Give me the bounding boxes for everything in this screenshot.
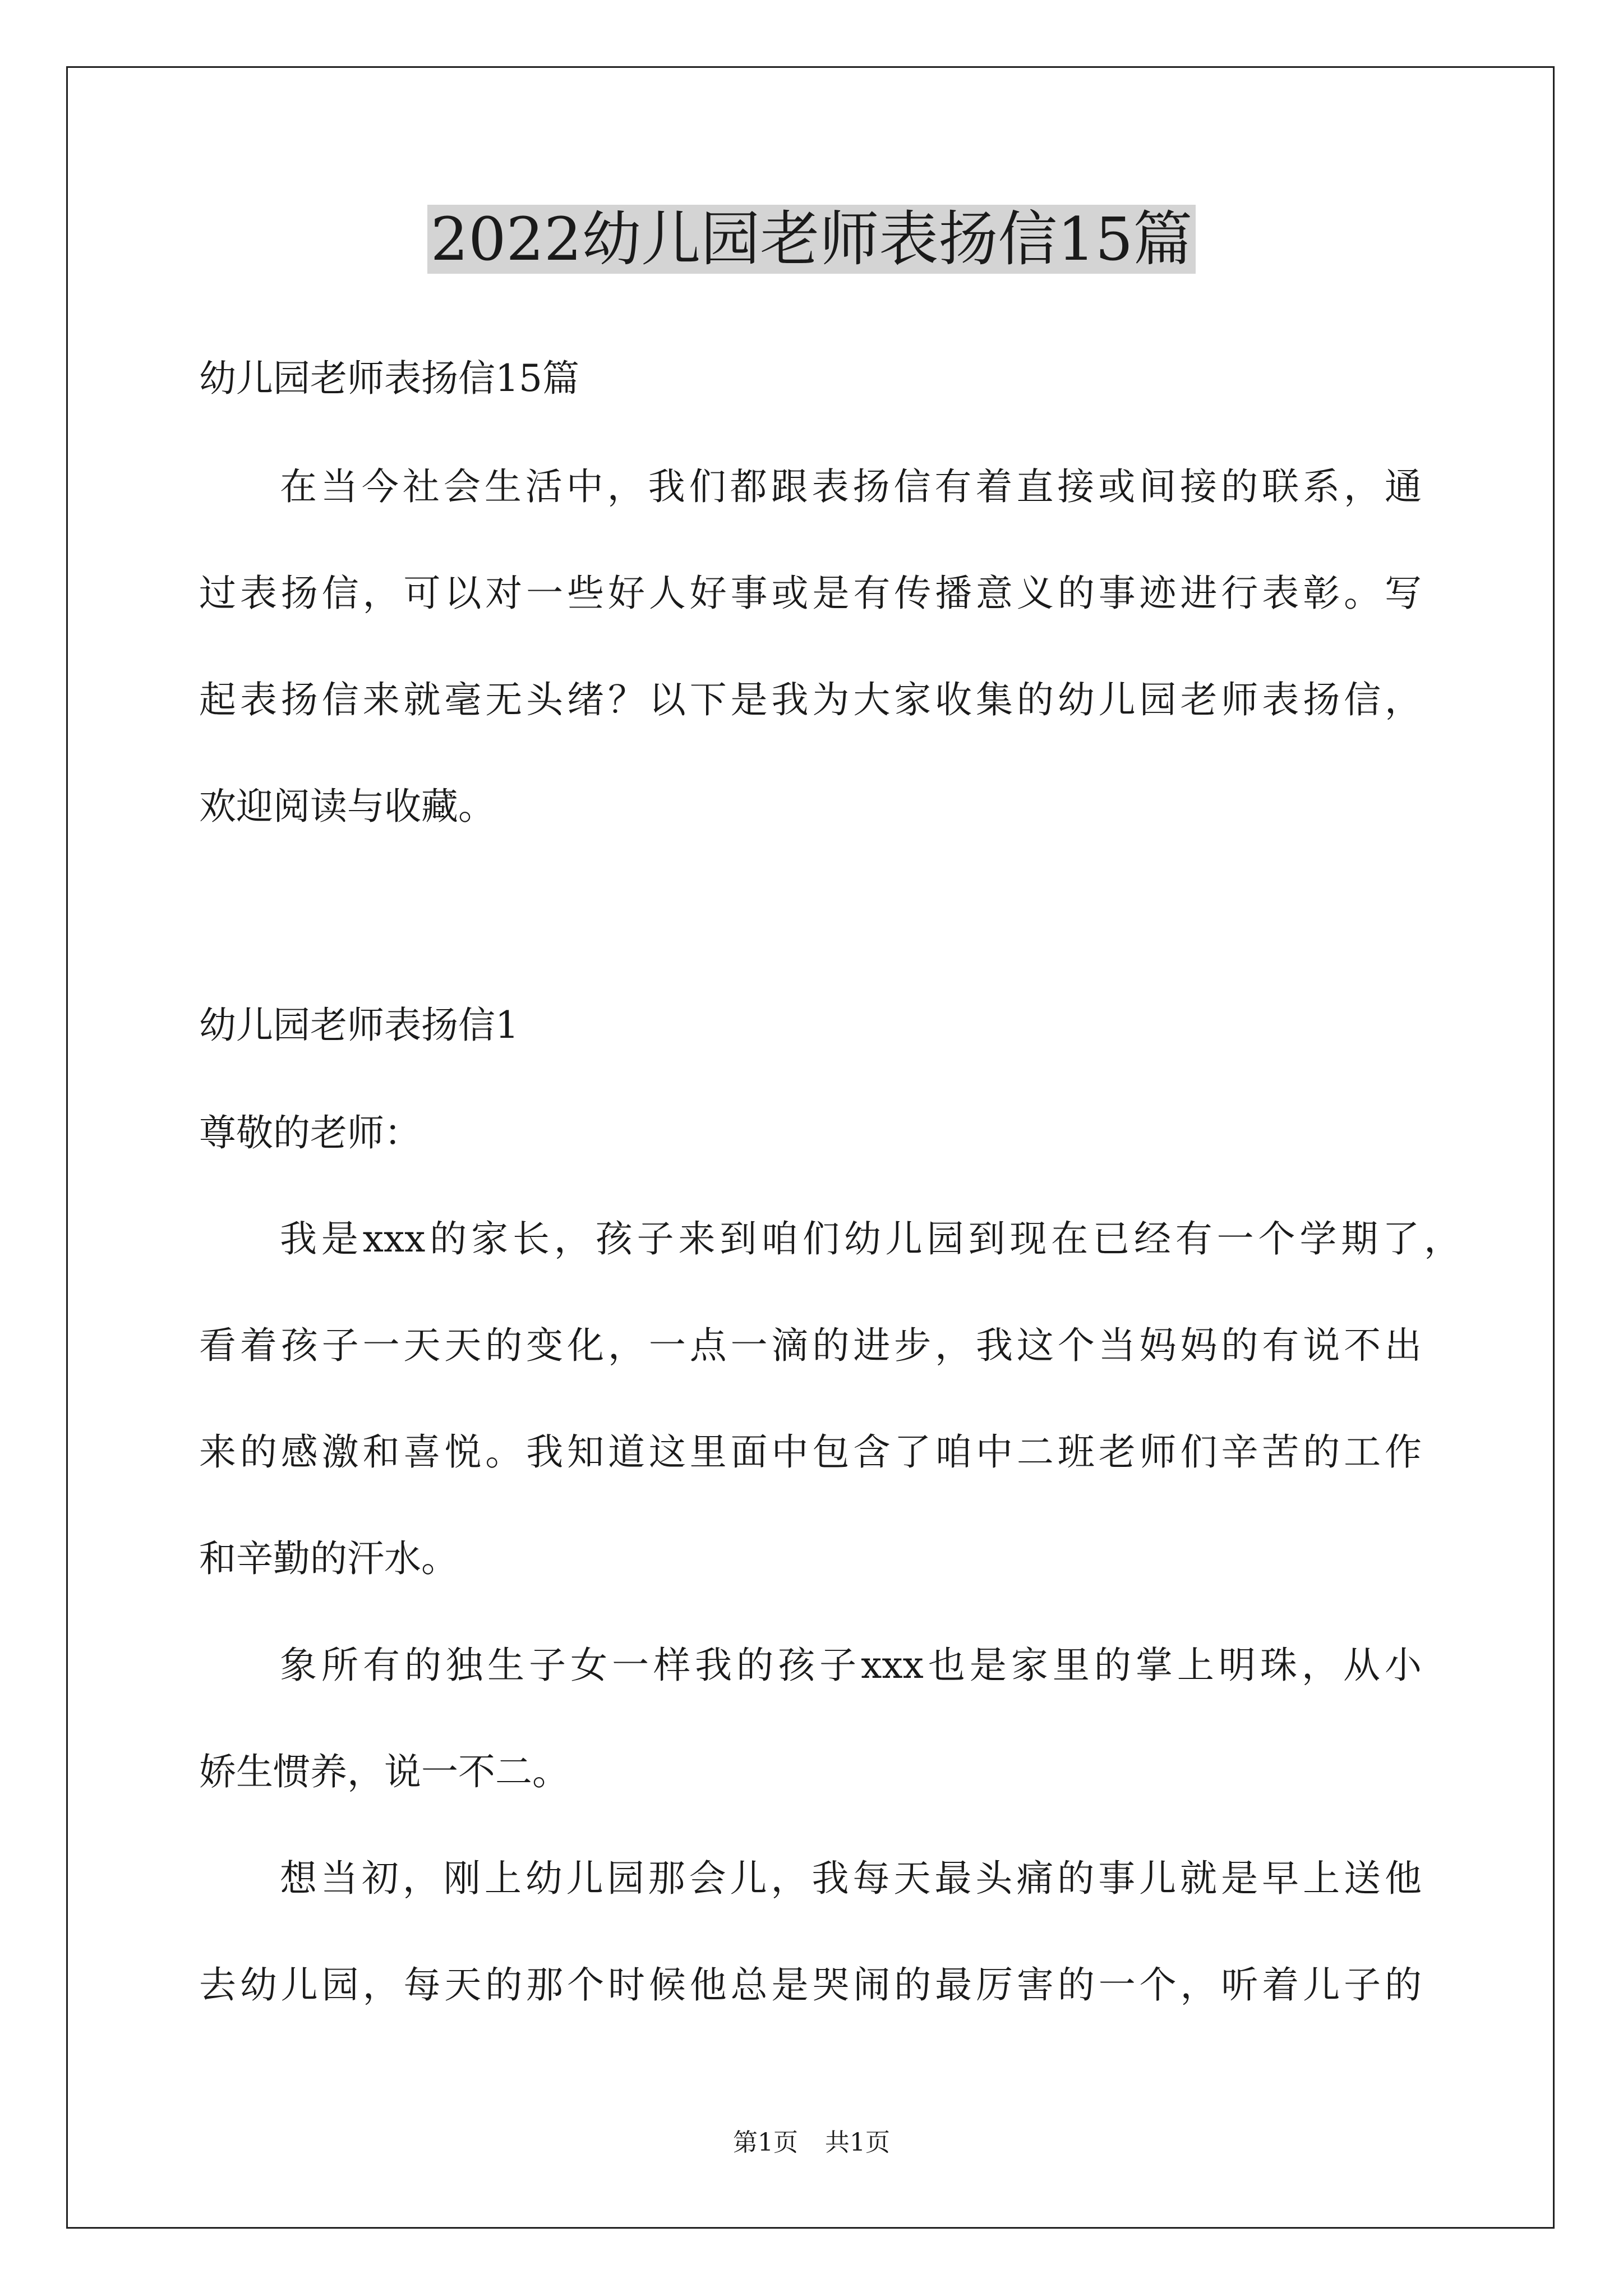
document-title xyxy=(0,203,1623,276)
para3-line-1: 想当初，刚上幼儿园那会儿，我每天最头痛的事儿就是早上送他 xyxy=(280,1857,1422,1900)
para1-line-2: 看着孩子一天天的变化，一点一滴的进步，我这个当妈妈的有说不出 xyxy=(199,1324,1422,1367)
para3-line-2: 去幼儿园，每天的那个时候他总是哭闹的最厉害的一个，听着儿子的 xyxy=(199,1963,1422,2007)
intro-line-2: 过表扬信，可以对一些好人好事或是有传播意义的事迹进行表彰。写 xyxy=(199,572,1422,615)
page-footer xyxy=(0,2126,1623,2160)
para2-line-1: 象所有的独生子女一样我的孩子xxx也是家里的掌上明珠，从小 xyxy=(280,1644,1422,1687)
document-title-text: 2022幼儿园老师表扬信15篇 xyxy=(427,205,1196,274)
para2-line-2: 娇生惯养，说一不二。 xyxy=(199,1750,569,1793)
intro-line-3: 起表扬信来就毫无头绪？以下是我为大家收集的幼儿园老师表扬信， xyxy=(199,678,1422,721)
intro-line-4: 欢迎阅读与收藏。 xyxy=(199,785,495,828)
page-number: 第1页 xyxy=(733,2128,798,2157)
subtitle: 幼儿园老师表扬信15篇 xyxy=(199,357,579,400)
para1-line-1: 我是xxx的家长，孩子来到咱们幼儿园到现在已经有一个学期了， xyxy=(280,1217,1461,1260)
page-total: 共1页 xyxy=(825,2128,890,2157)
letter-heading: 幼儿园老师表扬信1 xyxy=(199,1004,519,1047)
intro-line-1: 在当今社会生活中，我们都跟表扬信有着直接或间接的联系，通 xyxy=(280,465,1422,508)
para1-line-3: 来的感激和喜悦。我知道这里面中包含了咱中二班老师们辛苦的工作 xyxy=(199,1430,1422,1474)
para1-line-4: 和辛勤的汗水。 xyxy=(199,1537,458,1580)
salutation: 尊敬的老师： xyxy=(199,1111,421,1154)
